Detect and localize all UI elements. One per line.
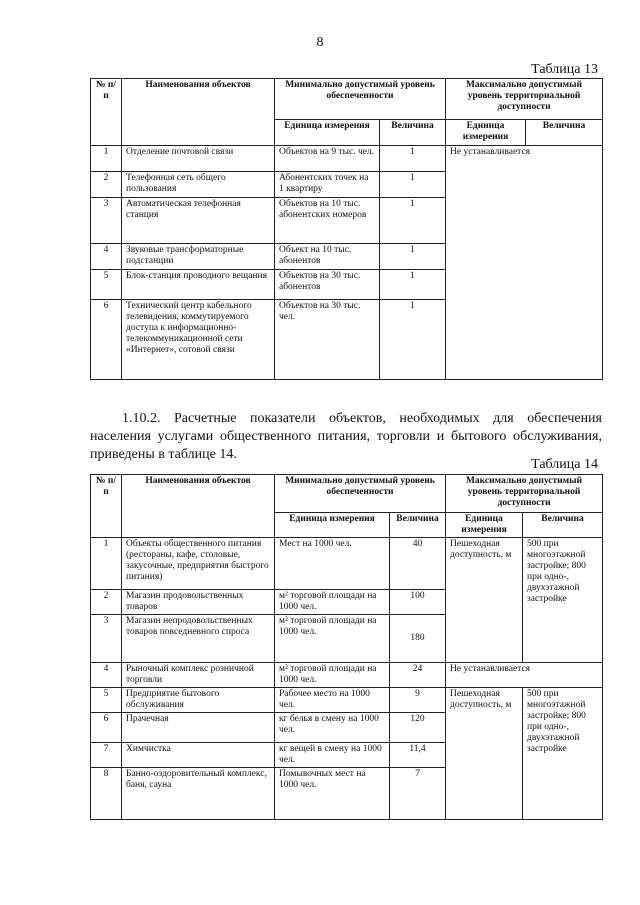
row-unit: Объектов на 10 тыс. абонентских номеров [275,198,380,244]
walk-access-cell: Пешеходная доступность, м [446,688,523,820]
row-num: 4 [91,663,122,688]
row-name: Блок-станция проводного вещания [122,270,275,300]
table-13 [90,78,603,380]
row-value: 7 [390,768,446,820]
row-name: Рыночный комплекс розничной торговли [122,663,275,688]
header-unit: Единица измерения [275,120,380,146]
table-row [91,688,603,713]
row-value: 9 [390,688,446,713]
header-name: Наименования объектов [122,79,275,146]
row-value: 120 [390,713,446,743]
table-row [91,538,603,590]
table-14 [90,474,603,820]
header-num: № п/п [91,79,122,146]
row-value: 1 [380,172,446,198]
row-name: Звуковые трансформаторные подстанции [122,244,275,270]
row-num: 5 [91,270,122,300]
header-value: Величина [390,513,446,538]
row-name: Магазин непродовольственных товаров повседневного спроса [122,615,275,663]
header-value-2: Величина [526,120,603,146]
row-name: Химчистка [122,743,275,768]
row-name: Автоматическая телефонная станция [122,198,275,244]
row-num: 1 [91,538,122,590]
row-unit: кг белья в смену на 1000 чел. [275,713,390,743]
table-13-caption: Таблица 13 [531,62,598,77]
not-set-cell: Не устанавливается [446,146,603,380]
row-value: 180 [390,615,446,663]
page-number: 8 [316,35,324,50]
header-min-group: Минимально допустимый уровень обеспеченности [275,475,446,513]
row-value: 100 [390,590,446,615]
row-unit: м² торговой площади на 1000 чел. [275,590,390,615]
row-value: 1 [380,244,446,270]
row-value: 1 [380,198,446,244]
table-row [91,663,603,688]
row-value: 11,4 [390,743,446,768]
row-num: 1 [91,146,122,172]
row-num: 6 [91,300,122,380]
row-name: Отделение почтовой связи [122,146,275,172]
row-value: 1 [380,270,446,300]
walk-value-cell: 500 при многоэтажной застройке; 800 при одно-, двухэтажной застройке [523,538,603,663]
row-num: 5 [91,688,122,713]
row-name: Технический центр кабельного телевидения, коммутируемого доступа к информационно-телекоммуникационной сети «Интернет», сотовой связи [122,300,275,380]
table-14-caption: Таблица 14 [531,457,598,472]
row-unit: м² торговой площади на 1000 чел. [275,615,390,663]
row-name: Объекты общественного питания (рестораны, кафе, столовые, закусочные, предприятия быстрого питания) [122,538,275,590]
row-unit: Объектов на 30 тыс. абонентов [275,270,380,300]
row-unit: Помывочных мест на 1000 чел. [275,768,390,820]
row-num: 7 [91,743,122,768]
row-unit: Объект на 10 тыс. абонентов [275,244,380,270]
header-name: Наименования объектов [122,475,275,538]
row-num: 2 [91,172,122,198]
header-min-group: Минимально допустимый уровень обеспеченности [275,79,446,120]
row-value: 40 [390,538,446,590]
not-set-cell: Не устанавливается [446,663,603,688]
row-unit: Мест на 1000 чел. [275,538,390,590]
row-name: Банно-оздоровительный комплекс, баня, сауна [122,768,275,820]
row-num: 8 [91,768,122,820]
row-num: 3 [91,615,122,663]
row-value: 1 [380,300,446,380]
header-num: № п/п [91,475,122,538]
paragraph-1-10-2: 1.10.2. Расчетные показатели объектов, необходимых для обеспечения населения услугами общественного питания, торговли и бытового обслуживания, приведены в таблице 14. [90,411,602,462]
header-value: Величина [380,120,446,146]
header-unit-2: Единица измерения [446,120,526,146]
row-unit: Объектов на 30 тыс. чел. [275,300,380,380]
row-unit: Объектов на 9 тыс. чел. [275,146,380,172]
header-max-group: Максимально допустимый уровень территориальной доступности [446,79,603,120]
table-row [91,146,603,172]
row-name: Магазин продовольственных товаров [122,590,275,615]
row-unit: Абонентских точек на 1 квартиру [275,172,380,198]
header-unit: Единица измерения [275,513,390,538]
row-value: 24 [390,663,446,688]
header-max-group: Максимально допустимый уровень территориальной доступности [446,475,603,513]
row-num: 6 [91,713,122,743]
row-name: Предприятие бытового обслуживания [122,688,275,713]
header-value-2: Величина [523,513,603,538]
row-name: Прачечная [122,713,275,743]
row-value: 1 [380,146,446,172]
row-unit: кг вещей в смену на 1000 чел. [275,743,390,768]
walk-value-cell: 500 при многоэтажной застройке; 800 при одно-, двухэтажной застройке [523,688,603,820]
row-num: 4 [91,244,122,270]
row-unit: Рабочее место на 1000 чел. [275,688,390,713]
walk-access-cell: Пешеходная доступность, м [446,538,523,663]
header-unit-2: Единица измерения [446,513,523,538]
row-unit: м² торговой площади на 1000 чел. [275,663,390,688]
row-num: 3 [91,198,122,244]
row-name: Телефонная сеть общего пользования [122,172,275,198]
row-num: 2 [91,590,122,615]
